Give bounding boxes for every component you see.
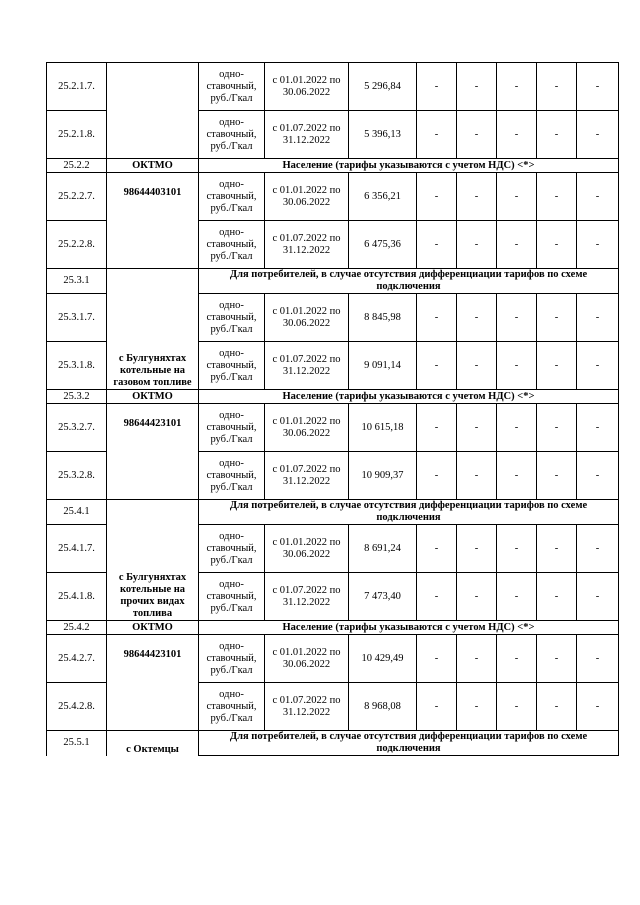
tariff-kind: одно-ставочный, руб./Гкал [199,525,265,573]
row-number: 25.2.1.7. [47,63,107,111]
dash-cell: - [577,173,619,221]
tariff-period: с 01.01.2022 по 30.06.2022 [265,294,349,342]
section-header-text: Для потребителей, в случае отсутствия дифференциации тарифов по схеме подключения [199,731,619,756]
dash-cell: - [537,342,577,390]
row-number: 25.2.2.8. [47,221,107,269]
tariff-kind: одно-ставочный, руб./Гкал [199,294,265,342]
table-row [47,173,619,221]
entity-name: с Булгуняхтах котельные на прочих видах топлива [107,500,199,621]
dash-cell: - [417,683,457,731]
section-header-row [47,500,619,525]
dash-cell: - [457,404,497,452]
dash-cell: - [577,111,619,159]
dash-cell: - [537,221,577,269]
dash-cell: - [577,573,619,621]
row-number: 25.4.1.7. [47,525,107,573]
dash-cell: - [497,63,537,111]
entity-cell [107,63,199,159]
tariff-period: с 01.01.2022 по 30.06.2022 [265,525,349,573]
entity-name: с Булгуняхтах котельные на газовом топливе [107,269,199,390]
tariff-kind: одно-ставочный, руб./Гкал [199,452,265,500]
tariff-value: 10 909,37 [349,452,417,500]
row-number: 25.5.1 [47,731,107,756]
dash-cell: - [577,63,619,111]
dash-cell: - [537,525,577,573]
table-row [47,635,619,683]
dash-cell: - [457,294,497,342]
row-number: 25.4.2.7. [47,635,107,683]
dash-cell: - [577,221,619,269]
row-number: 25.3.1 [47,269,107,294]
entity-oktmo-label: ОКТМО [107,621,199,635]
tariff-period: с 01.07.2022 по 31.12.2022 [265,342,349,390]
dash-cell: - [497,294,537,342]
dash-cell: - [497,173,537,221]
tariff-period: с 01.07.2022 по 31.12.2022 [265,683,349,731]
tariff-period: с 01.01.2022 по 30.06.2022 [265,63,349,111]
row-number: 25.2.1.8. [47,111,107,159]
dash-cell: - [417,404,457,452]
tariff-value: 7 473,40 [349,573,417,621]
tariff-value: 8 845,98 [349,294,417,342]
section-header-row [47,731,619,756]
row-number: 25.4.1.8. [47,573,107,621]
tariff-kind: одно-ставочный, руб./Гкал [199,221,265,269]
tariff-period: с 01.01.2022 по 30.06.2022 [265,404,349,452]
dash-cell: - [457,635,497,683]
dash-cell: - [497,404,537,452]
dash-cell: - [577,404,619,452]
dash-cell: - [457,573,497,621]
dash-cell: - [497,342,537,390]
section-header-row [47,269,619,294]
entity-oktmo-code: 98644423101 [107,404,199,500]
row-number: 25.4.2 [47,621,107,635]
row-number: 25.2.2.7. [47,173,107,221]
dash-cell: - [497,635,537,683]
dash-cell: - [457,683,497,731]
table-row [47,404,619,452]
tariff-table [46,62,619,756]
dash-cell: - [497,573,537,621]
section-header-text: Население (тарифы указываются с учетом НДС) <*> [199,390,619,404]
entity-oktmo-label: ОКТМО [107,159,199,173]
dash-cell: - [457,342,497,390]
tariff-kind: одно-ставочный, руб./Гкал [199,342,265,390]
tariff-kind: одно-ставочный, руб./Гкал [199,173,265,221]
dash-cell: - [537,294,577,342]
row-number: 25.4.2.8. [47,683,107,731]
dash-cell: - [537,573,577,621]
tariff-period: с 01.07.2022 по 31.12.2022 [265,111,349,159]
entity-name: с Октемцы [107,731,199,756]
row-number: 25.3.1.8. [47,342,107,390]
section-header-text: Население (тарифы указываются с учетом НДС) <*> [199,159,619,173]
section-header-text: Население (тарифы указываются с учетом НДС) <*> [199,621,619,635]
entity-oktmo-code: 98644423101 [107,635,199,731]
dash-cell: - [417,173,457,221]
dash-cell: - [577,452,619,500]
tariff-kind: одно-ставочный, руб./Гкал [199,635,265,683]
tariff-kind: одно-ставочный, руб./Гкал [199,404,265,452]
tariff-value: 10 429,49 [349,635,417,683]
dash-cell: - [537,635,577,683]
section-header-text: Для потребителей, в случае отсутствия дифференциации тарифов по схеме подключения [199,269,619,294]
tariff-value: 6 475,36 [349,221,417,269]
dash-cell: - [537,111,577,159]
dash-cell: - [457,452,497,500]
dash-cell: - [417,111,457,159]
dash-cell: - [537,452,577,500]
dash-cell: - [417,63,457,111]
dash-cell: - [577,342,619,390]
entity-oktmo-code: 98644403101 [107,173,199,269]
dash-cell: - [457,63,497,111]
dash-cell: - [577,635,619,683]
dash-cell: - [417,573,457,621]
tariff-value: 8 691,24 [349,525,417,573]
dash-cell: - [537,683,577,731]
tariff-value: 10 615,18 [349,404,417,452]
dash-cell: - [417,294,457,342]
dash-cell: - [417,452,457,500]
section-header-row [47,159,619,173]
tariff-period: с 01.07.2022 по 31.12.2022 [265,573,349,621]
tariff-period: с 01.01.2022 по 30.06.2022 [265,635,349,683]
row-number: 25.2.2 [47,159,107,173]
dash-cell: - [497,452,537,500]
dash-cell: - [457,173,497,221]
dash-cell: - [417,221,457,269]
dash-cell: - [577,294,619,342]
dash-cell: - [417,525,457,573]
tariff-kind: одно-ставочный, руб./Гкал [199,63,265,111]
tariff-value: 5 296,84 [349,63,417,111]
dash-cell: - [577,525,619,573]
row-number: 25.4.1 [47,500,107,525]
tariff-value: 8 968,08 [349,683,417,731]
row-number: 25.3.1.7. [47,294,107,342]
dash-cell: - [497,525,537,573]
section-header-text: Для потребителей, в случае отсутствия дифференциации тарифов по схеме подключения [199,500,619,525]
dash-cell: - [537,63,577,111]
table-row [47,63,619,111]
dash-cell: - [457,525,497,573]
dash-cell: - [577,683,619,731]
tariff-kind: одно-ставочный, руб./Гкал [199,683,265,731]
dash-cell: - [457,221,497,269]
tariff-table-page [46,62,618,756]
section-header-row [47,390,619,404]
dash-cell: - [417,342,457,390]
tariff-period: с 01.01.2022 по 30.06.2022 [265,173,349,221]
tariff-value: 6 356,21 [349,173,417,221]
row-number: 25.3.2.7. [47,404,107,452]
tariff-kind: одно-ставочный, руб./Гкал [199,111,265,159]
tariff-kind: одно-ставочный, руб./Гкал [199,573,265,621]
dash-cell: - [497,683,537,731]
entity-oktmo-label: ОКТМО [107,390,199,404]
tariff-period: с 01.07.2022 по 31.12.2022 [265,221,349,269]
row-number: 25.3.2.8. [47,452,107,500]
dash-cell: - [537,404,577,452]
dash-cell: - [457,111,497,159]
tariff-value: 9 091,14 [349,342,417,390]
section-header-row [47,621,619,635]
tariff-period: с 01.07.2022 по 31.12.2022 [265,452,349,500]
dash-cell: - [497,111,537,159]
tariff-value: 5 396,13 [349,111,417,159]
dash-cell: - [497,221,537,269]
row-number: 25.3.2 [47,390,107,404]
dash-cell: - [537,173,577,221]
dash-cell: - [417,635,457,683]
